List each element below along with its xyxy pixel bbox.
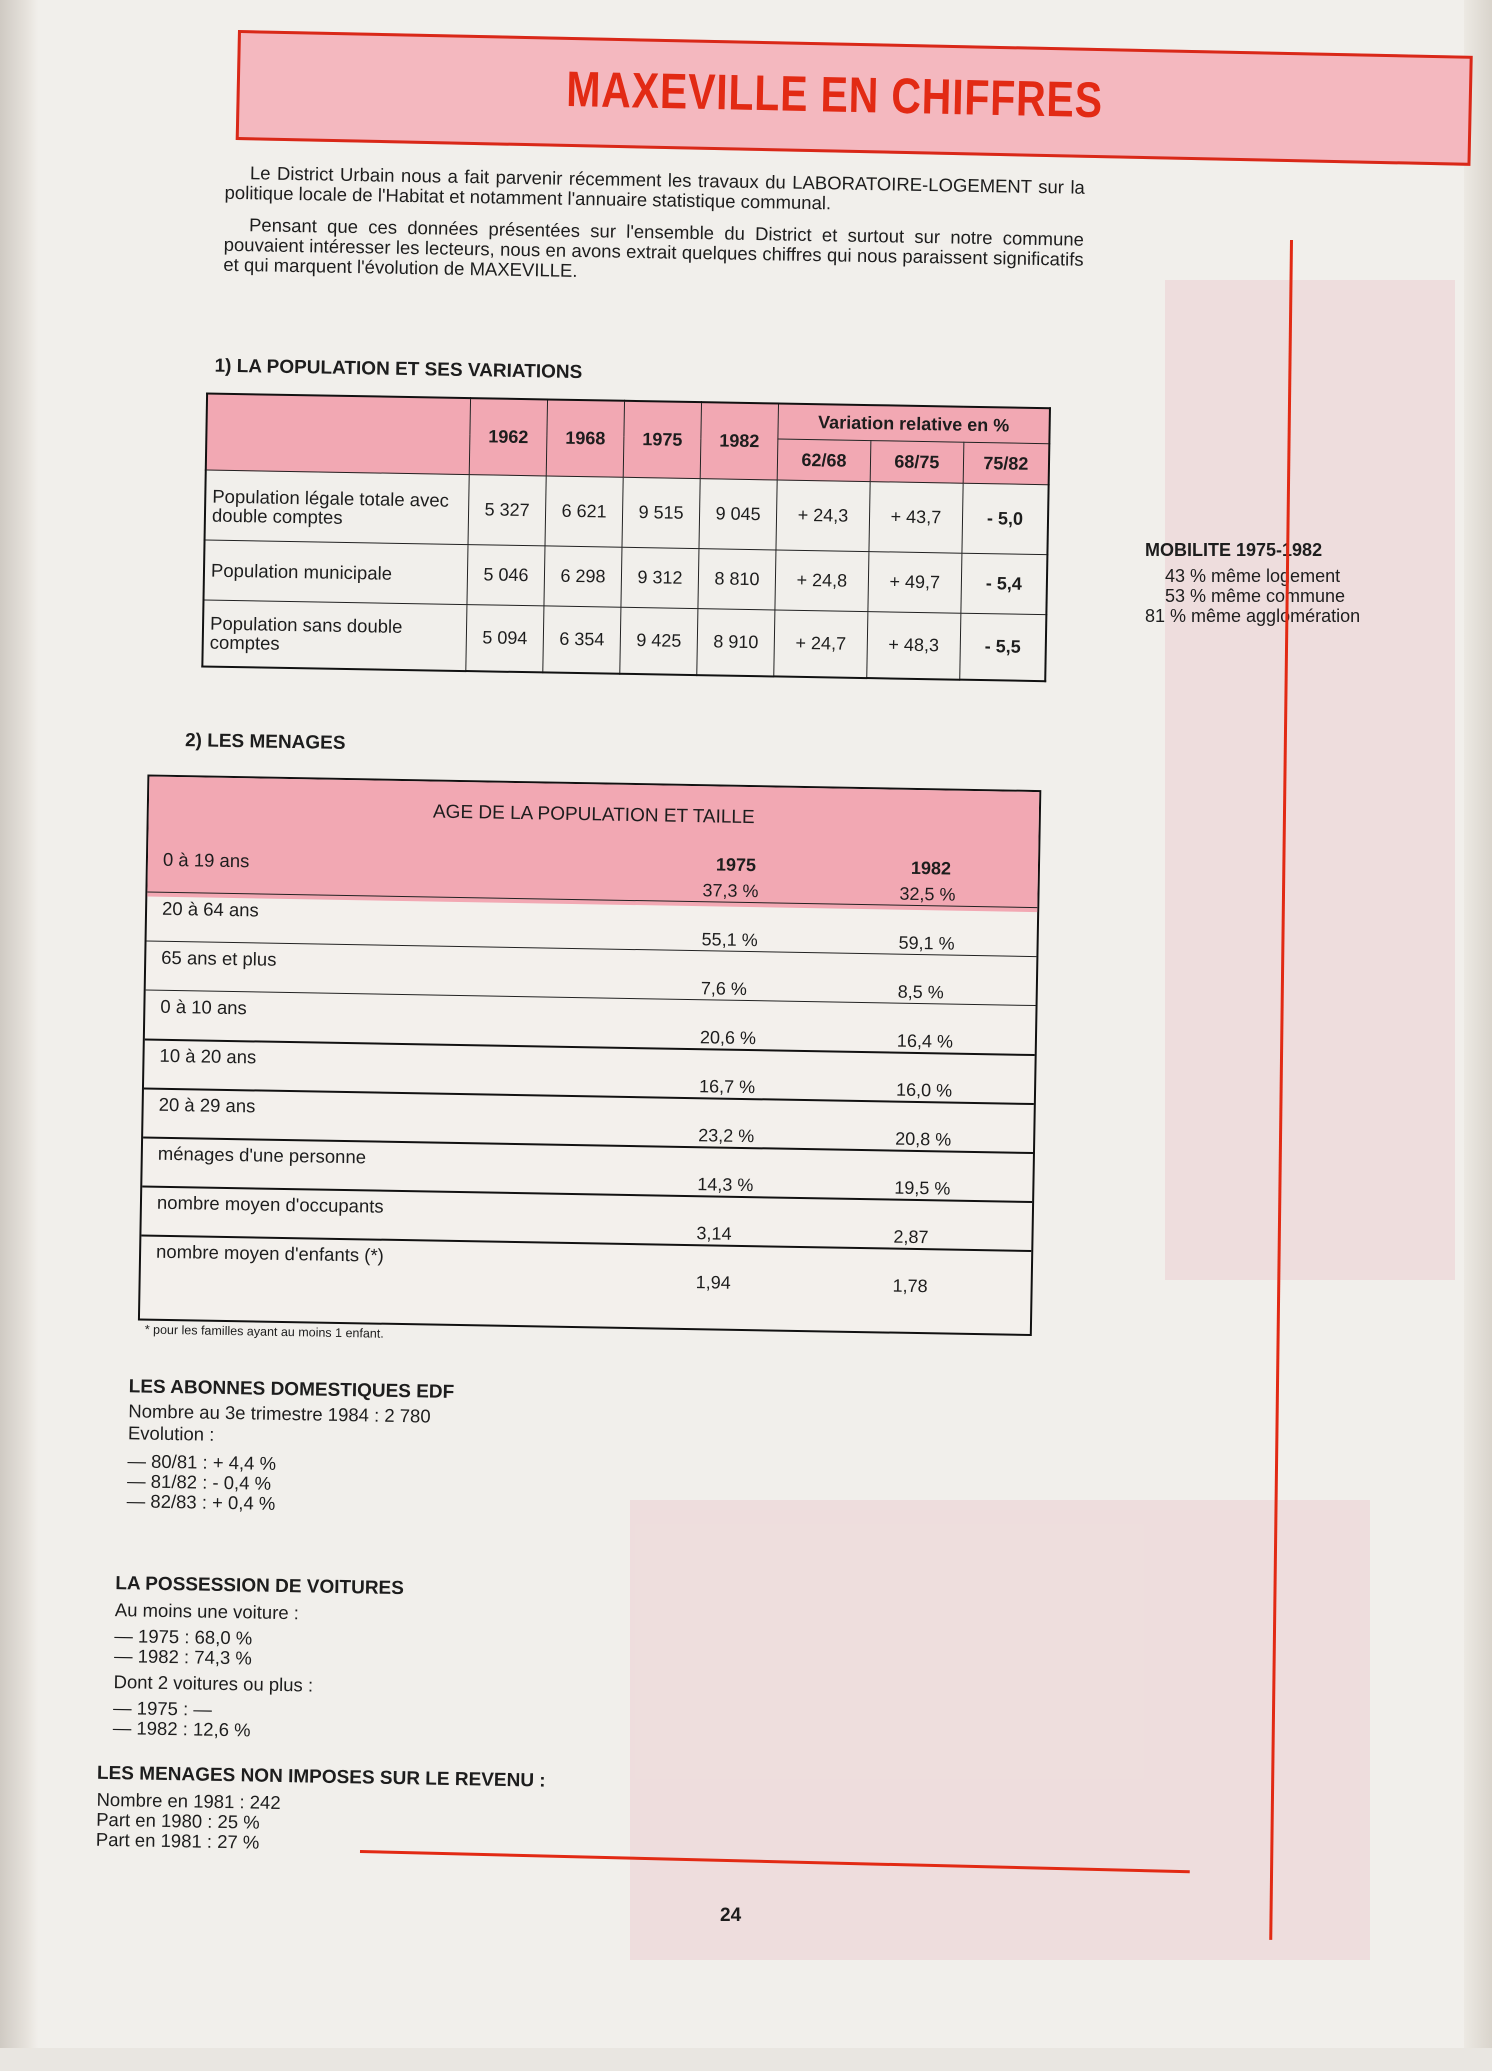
- page-number: 24: [720, 1905, 742, 1926]
- intro-text: [223, 163, 1085, 302]
- cell: 9 515: [622, 477, 700, 548]
- cell: 8 910: [697, 609, 775, 676]
- cell: 37,3 %: [702, 880, 759, 902]
- population-table: [201, 392, 1051, 681]
- population-table-corner: [206, 394, 471, 475]
- row-label: Population municipale: [203, 540, 468, 605]
- edf-count: Nombre au 3e trimestre 1984 : 2 780: [128, 1400, 431, 1427]
- menages-table-title: AGE DE LA POPULATION ET TAILLE: [432, 801, 755, 829]
- cell: + 48,3: [867, 612, 961, 680]
- cars-two-label: Dont 2 voitures ou plus :: [113, 1671, 314, 1696]
- cell: + 24,3: [776, 480, 870, 552]
- period-header: 75/82: [963, 442, 1049, 484]
- cell: 32,5 %: [899, 883, 956, 905]
- list-item: — 82/83 : + 0,4 %: [126, 1490, 276, 1514]
- cars-block: [113, 1574, 404, 1743]
- edf-block: [127, 1377, 455, 1517]
- cell: - 5,0: [962, 483, 1049, 554]
- year-header: 1982: [700, 402, 778, 480]
- year-header: 1975: [715, 854, 757, 876]
- row-label: ménages d'une personne: [157, 1142, 367, 1168]
- edf-heading: LES ABONNES DOMESTIQUES EDF: [128, 1376, 455, 1403]
- list-item: Part en 1980 : 25 %: [96, 1808, 260, 1833]
- row-label: nombre moyen d'occupants: [156, 1191, 384, 1217]
- tax-heading: LES MENAGES NON IMPOSES SUR LE REVENU :: [96, 1762, 546, 1792]
- period-header: 62/68: [777, 439, 871, 482]
- tax-block: [96, 1764, 546, 1858]
- cell: 2,87: [893, 1226, 929, 1248]
- cell: 19,5 %: [894, 1177, 951, 1199]
- cars-one-label: Au moins une voiture :: [114, 1599, 300, 1624]
- row-label: 20 à 29 ans: [158, 1093, 256, 1117]
- row-label: Population légale totale avec double comptes: [205, 470, 470, 545]
- cell: 6 621: [545, 476, 623, 547]
- list-item: — 1982 : 74,3 %: [113, 1645, 253, 1669]
- row-label: 10 à 20 ans: [159, 1044, 257, 1068]
- list-item: 81 % même agglomération: [1145, 606, 1361, 626]
- cell: 7,6 %: [700, 978, 747, 1000]
- year-header: 1968: [546, 399, 624, 477]
- year-header: 1962: [469, 398, 547, 476]
- list-item: — 1975 : 68,0 %: [114, 1625, 253, 1649]
- cell: 20,8 %: [895, 1128, 952, 1150]
- cell: + 43,7: [869, 482, 963, 554]
- cell: 59,1 %: [898, 932, 955, 954]
- mobility-title: MOBILITE 1975-1982: [1145, 540, 1323, 560]
- list-item: — 1982 : 12,6 %: [112, 1717, 251, 1741]
- edf-evolution-label: Evolution :: [127, 1422, 215, 1445]
- row-label: 0 à 10 ans: [160, 995, 247, 1019]
- table-row: [202, 600, 1046, 681]
- menages-table: [138, 775, 1041, 1337]
- mobility-box: [1145, 540, 1360, 626]
- list-item: — 80/81 : + 4,4 %: [127, 1450, 277, 1474]
- cell: 8 810: [698, 549, 776, 610]
- row-label: 65 ans et plus: [161, 946, 277, 970]
- cell: 23,2 %: [698, 1125, 755, 1147]
- cell: 8,5 %: [897, 981, 944, 1003]
- cell: - 5,4: [961, 553, 1048, 614]
- cell: 5 327: [468, 475, 546, 546]
- cell: 5 046: [467, 545, 545, 606]
- footnote: * pour les familles ayant au moins 1 enfant.: [144, 1322, 384, 1341]
- cell: 16,0 %: [895, 1079, 953, 1101]
- intro-paragraph-1: Le District Urbain nous a fait parvenir récemment les travaux du LABORATOIRE-LOGEMENT sur la politique locale de l'Habitat et notamment l'annuaire statistique communal.: [224, 162, 1086, 214]
- year-header: 1975: [623, 401, 701, 479]
- year-header: 1982: [910, 857, 952, 879]
- cell: + 24,8: [775, 550, 869, 612]
- cell: + 49,7: [868, 552, 962, 614]
- variation-header: Variation relative en %: [778, 403, 1050, 443]
- row-label: 0 à 19 ans: [162, 848, 250, 872]
- cell: 55,1 %: [701, 929, 758, 951]
- list-item: — 81/82 : - 0,4 %: [126, 1470, 272, 1494]
- row-label: Population sans double comptes: [202, 600, 467, 671]
- page-title: MAXEVILLE EN CHIFFRES: [565, 60, 1104, 129]
- cell: 6 354: [543, 606, 621, 673]
- list-item: 43 % même logement: [1165, 566, 1341, 586]
- list-item: Part en 1981 : 27 %: [95, 1828, 260, 1853]
- period-header: 68/75: [870, 441, 964, 484]
- cell: 9 045: [699, 479, 777, 550]
- row-label: nombre moyen d'enfants (*): [155, 1240, 384, 1266]
- cell: 6 298: [544, 546, 622, 607]
- list-item: 53 % même commune: [1165, 586, 1346, 606]
- list-item: — 1975 : —: [112, 1697, 213, 1720]
- cell: 3,14: [696, 1223, 732, 1244]
- menages-heading: 2) LES MENAGES: [184, 730, 346, 754]
- cell: 9 425: [620, 607, 698, 674]
- population-heading: 1) LA POPULATION ET SES VARIATIONS: [214, 355, 583, 384]
- cell: 14,3 %: [697, 1174, 754, 1196]
- cell: 20,6 %: [699, 1027, 757, 1049]
- cell: 5 094: [466, 605, 544, 672]
- cell: 9 312: [621, 547, 699, 608]
- cell: 1,94: [695, 1272, 731, 1293]
- cell: - 5,5: [960, 613, 1047, 680]
- cell: 16,4 %: [896, 1030, 954, 1052]
- row-label: 20 à 64 ans: [161, 897, 259, 921]
- intro-paragraph-2: Pensant que ces données présentées sur l'ensemble du District et surtout sur notre commune pouvaient intéresser les lecteurs, nous en avons extrait quelques chiffres qui nous paraissent significatifs et qui marquent l'évolution de MAXEVILLE.: [223, 214, 1085, 281]
- list-item: Nombre en 1981 : 242: [96, 1788, 281, 1814]
- cell: + 24,7: [774, 610, 868, 678]
- cell: 1,78: [892, 1275, 928, 1297]
- cell: 16,7 %: [698, 1076, 756, 1098]
- cars-heading: LA POSSESSION DE VOITURES: [115, 1573, 405, 1600]
